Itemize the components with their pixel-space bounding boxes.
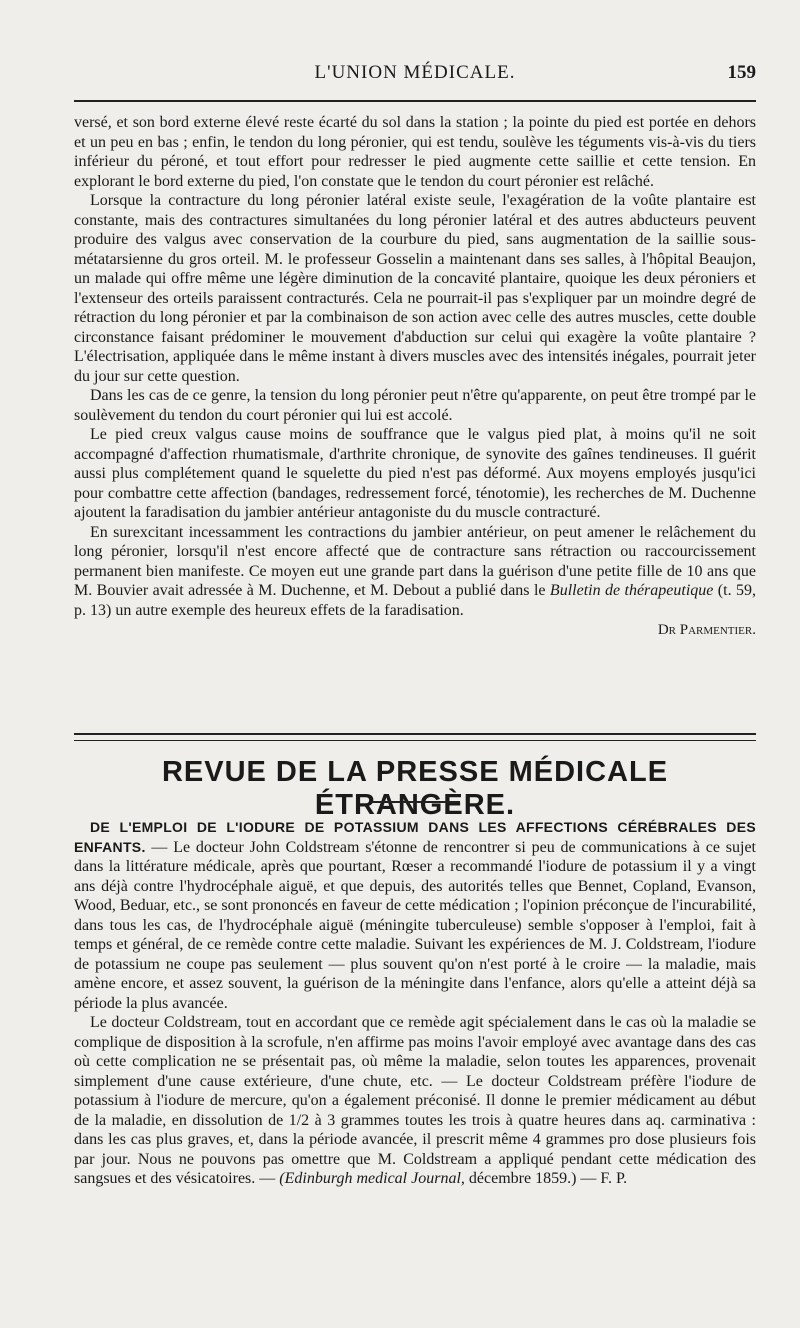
section-divider	[74, 733, 756, 741]
journal-title: L'UNION MÉDICALE.	[314, 62, 516, 83]
section-title: REVUE DE LA PRESSE MÉDICALE ÉTRANGÈRE.	[161, 756, 669, 821]
paragraph	[74, 818, 756, 1013]
paragraph	[74, 1013, 756, 1189]
paragraph: Le pied creux valgus cause moins de souffrance que le valgus pied plat, à moins qu'il ne soit accompagné d'affection rhumatismale, d'arthrite chronique, de synovite des gaînes tendineuses. Il guérit aussi plus complétement quand le squelette du pied n'est pas déformé. Aux moyens employés jusqu'ici pour combattre cette affection (bandages, redressement forcé, ténotomie), les recherches de M. Duchenne ajoutent la faradisation du jambier antérieur antagoniste du du muscle contracturé.	[74, 426, 756, 521]
journal-reference: (Edinburgh medical Journal,	[279, 1170, 465, 1187]
page-header	[74, 62, 756, 90]
header-rule	[74, 100, 756, 102]
paragraph-tail: (t. 59, p. 13) un autre exemple des heureux effets de la faradisation.	[74, 582, 756, 619]
paragraph-text: Le docteur Coldstream, tout en accordant que ce remède agit spécialement dans le cas où la maladie se complique de disposition à la scrofule, n'en affirme pas moins l'avoir employé avec avantage dans des cas où cette complication ne se présentait pas, où même la maladie, selon toutes les apparences, provenait simplement d'une cause extérieure, d'une chute, etc. — Le docteur Coldstream préfère l'iodure de potassium à l'iodure de mercure, qu'on a également préconisé. Il donne le premier médicament au début de la maladie, en dissolution de 1/2 à 3 grammes toutes les trois à quatre heures dans aq. carminativa : dans les cas plus graves, et, dans la période avancée, il prescrit même 4 grammes pro dose plusieurs fois par jour. Nous ne pouvons pas omettre que M. Coldstream a appliqué pendant cette médication des sangsues et des vésicatoires. —	[74, 1014, 756, 1187]
article-iodure	[74, 818, 756, 1189]
article-valgus	[74, 113, 756, 639]
paragraph: Lorsque la contracture du long péronier latéral existe seule, l'exagération de la voûte plantaire est constante, mais des contractures simultanées du long péronier latéral et des autres abducteurs peuvent produire des valgus avec conservation de la courbure du pied, sans augmentation de la saillie sous-métatarsienne du gros orteil. M. le professeur Gosselin a maintenant dans ses salles, à l'hôpital Beaujon, un malade qui offre même une légère diminution de la concavité plantaire, quoique les deux péroniers et l'extenseur des orteils paraissent contracturés. Cela ne pourrait-il pas s'expliquer par un moindre degré de rétraction du long péronier et par la combinaison de son action avec celle des autres muscles, cette double circonstance faisant prédominer le mouvement d'abduction sur celui qui exagère la voûte plantaire ? L'électrisation, appliquée dans le même instant à divers muscles avec des intensités inégales, pourrait jeter du jour sur cette question.	[74, 192, 756, 385]
paragraph-text: En surexcitant incessamment les contractions du jambier antérieur, on peut amener le relâchement du long péronier, lorsqu'il n'est encore affecté que de contracture sans rétraction ou raccourcissement permanent bien manifeste. Ce moyen eut une grande part dans la guérison d'une petite fille de 10 ans que M. Bouvier avait adressée à M. Duchenne, et M. Debout a publié dans le	[74, 523, 756, 599]
author-signature: Dr Parmentier.	[657, 622, 756, 638]
paragraph: Dans les cas de ce genre, la tension du long péronier peut n'être qu'apparente, on peut être trompé par le soulèvement du tendon du court péronier qui lui est accolé.	[74, 387, 756, 424]
page-number: 159	[727, 62, 756, 83]
article-subheading: DE L'EMPLOI DE L'IODURE DE POTASSIUM DANS LES AFFECTIONS CÉRÉBRALES DES ENFANTS.	[74, 819, 756, 855]
paragraph-last	[74, 523, 756, 621]
paragraph-tail: décembre 1859.) — F. P.	[464, 1170, 628, 1187]
paragraph: versé, et son bord externe élevé reste écarté du sol dans la station ; la pointe du pied est portée en dehors et un peu en bas ; enfin, le tendon du long péronier, qui est tendu, soulève les téguments vis-à-vis du tiers inférieur du péroné, et tout effort pour redresser le pied augmente cette saillie et cette tension. En explorant le bord externe du pied, l'on constate que le tendon du court péronier est relâché.	[74, 114, 756, 190]
journal-reference: Bulletin de thérapeutique	[549, 582, 714, 599]
paragraph-text: — Le docteur John Coldstream s'étonne de rencontrer si peu de communications à ce sujet dans la littérature médicale, après que pourtant, Rœser a recommandé l'iodure de potassium il y a vingt ans déjà contre l'hydrocéphale aiguë, et que depuis, des autorités telles que Bennet, Copland, Evanson, Wood, Beduar, etc., se sont prononcés en faveur de cette médication ; l'opinion préconçue de l'incurabilité, dans tous les cas, de l'hydrocéphale aiguë (méningite tuberculeuse) semble s'opposer à l'emploi, fait à temps et général, de ce remède contre cette maladie. Suivant les expériences de M. J. Coldstream, l'iodure de potassium ne coupe pas seulement — plus souvent qu'on n'est porté à le croire — la maladie, mais amène encore, et assez souvent, la guérison de la méningite dans l'enfance, alors qu'elle a atteint déjà sa période la plus avancée.	[74, 838, 756, 1012]
title-rule	[370, 801, 460, 803]
